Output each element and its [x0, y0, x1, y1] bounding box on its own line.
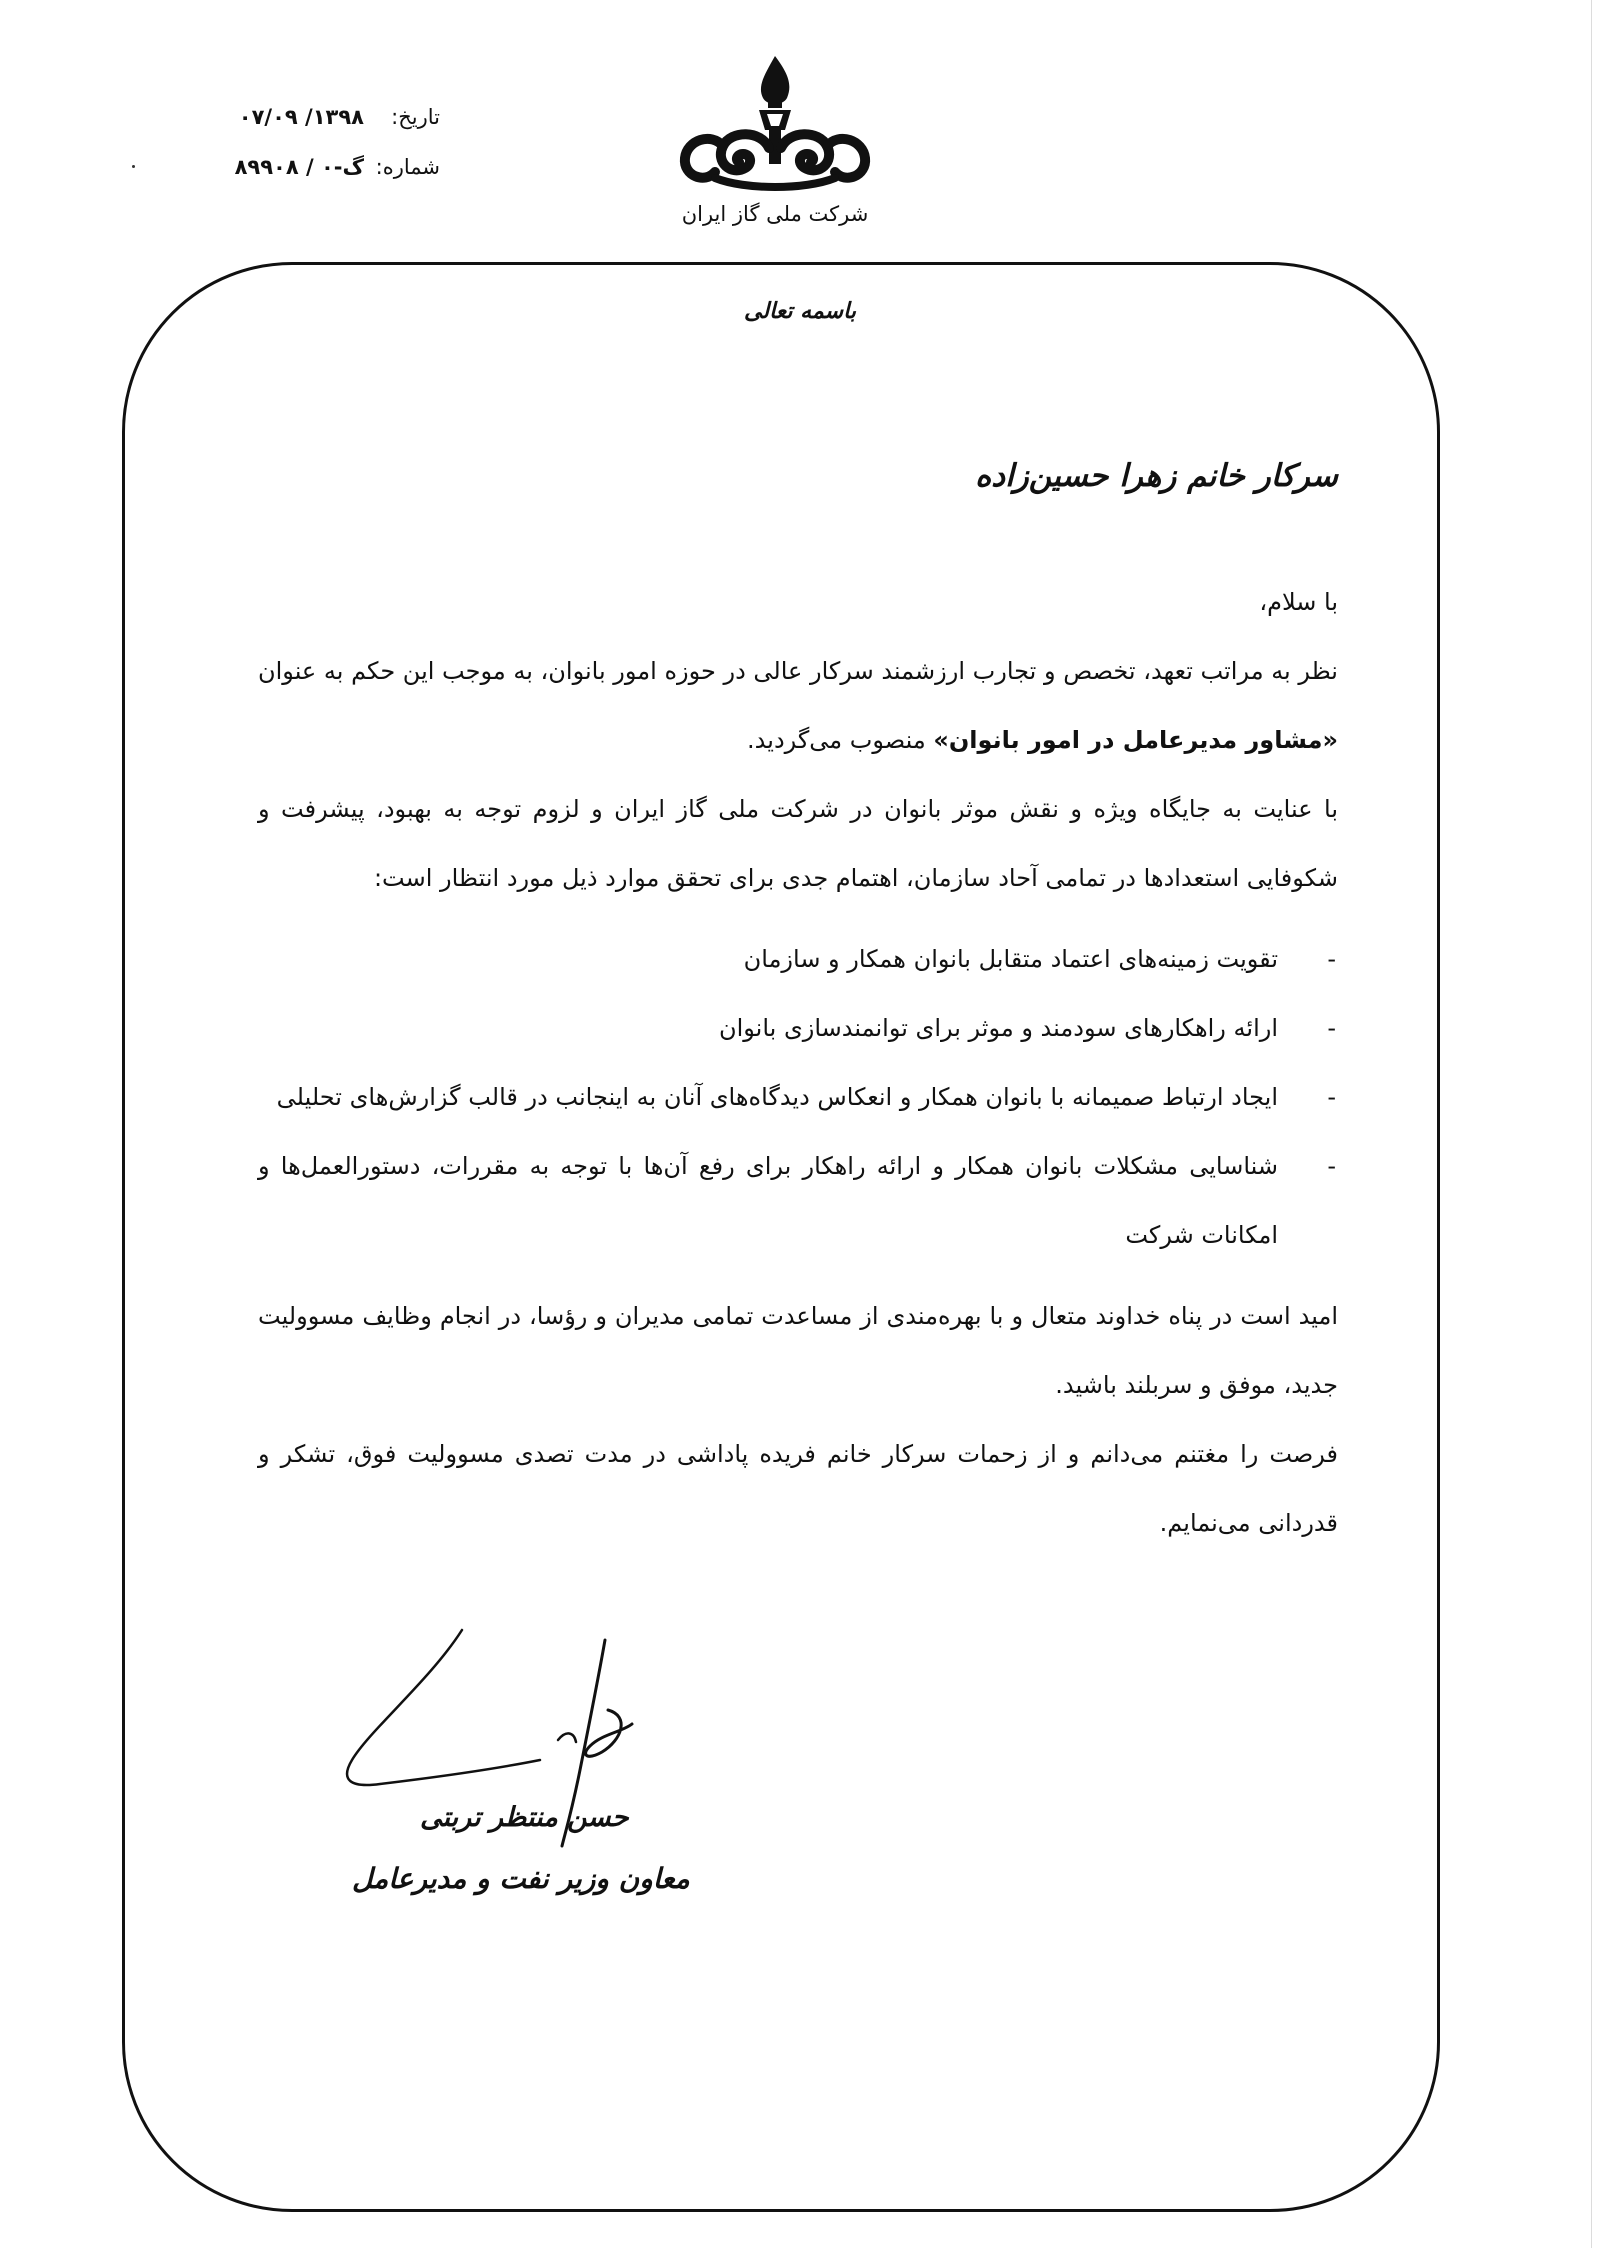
number-value: گ-۰ / ۸۹۹۰۸: [234, 155, 364, 179]
list-item-text: ارائه راهکارهای سودمند و موثر برای توانمندسازی بانوان: [718, 1014, 1278, 1042]
signer-name: حسن منتظر تربتی: [420, 1802, 629, 1833]
signer-title: معاون وزیر نفت و مدیرعامل: [352, 1862, 690, 1895]
list-dash: -: [1327, 1083, 1336, 1111]
list-item-text: ایجاد ارتباط صمیمانه با بانوان همکار و انعکاس دیدگاه‌های آنان به اینجانب در قالب گزارش‌های تحلیلی: [276, 1083, 1278, 1111]
paragraph-appointment: [258, 637, 1338, 775]
list-dash: -: [1327, 945, 1336, 973]
logo-caption: شرکت ملی گاز ایران: [681, 202, 869, 226]
greeting: با سلام،: [1259, 588, 1338, 616]
list-item-text: تقویت زمینه‌های اعتماد متقابل بانوان همکار و سازمان: [743, 945, 1278, 973]
paragraph-expectations: با عنایت به جایگاه ویژه و نقش موثر بانوان در شرکت ملی گاز ایران و لزوم توجه به بهبود، پیشرفت و شکوفایی استعدادها در تمامی آحاد سازمان، اهتمام جدی برای تحقق موارد ذیل مورد انتظار است:: [258, 795, 1338, 892]
list-item: [258, 925, 1338, 994]
paragraph-thanks: فرصت را مغتنم می‌دانم و از زحمات سرکار خانم فریده پاداشی در مدت تصدی مسوولیت فوق، تشکر و قدردانی می‌نمایم.: [258, 1440, 1338, 1537]
date-label: تاریخ:: [391, 105, 440, 129]
number-row: [170, 142, 440, 192]
position-title: «مشاور مدیرعامل در امور بانوان»: [933, 726, 1338, 754]
scan-edge: [1591, 0, 1592, 2248]
flame-emblem-icon: [675, 50, 875, 200]
stray-dot: [132, 165, 135, 168]
date-row: [170, 92, 440, 142]
list-item: [258, 1132, 1338, 1270]
list-item: [258, 994, 1338, 1063]
paragraph-appointment-start: نظر به مراتب تعهد، تخصص و تجارب ارزشمند سرکار عالی در حوزه امور بانوان، به موجب این حکم به عنوان: [258, 657, 1338, 685]
company-logo: [660, 50, 890, 250]
number-label: شماره:: [375, 155, 440, 179]
list-item: [258, 1063, 1338, 1132]
expectations-list: [258, 925, 1338, 1270]
list-dash: -: [1327, 1014, 1336, 1042]
list-dash: -: [1327, 1152, 1336, 1180]
date-value: ۱۳۹۸/ ۰۷/۰۹: [238, 105, 364, 129]
letter-meta: [170, 92, 440, 192]
paragraph-wishes: امید است در پناه خداوند متعال و با بهره‌مندی از مساعدت تمامی مدیران و رؤسا، در انجام وظایف مسوولیت جدید، موفق و سربلند باشید.: [258, 1302, 1338, 1399]
recipient: سرکار خانم زهرا حسین‌زاده: [975, 458, 1338, 494]
letter-body: [258, 568, 1338, 1558]
bismillah: باسمه تعالی: [744, 298, 856, 324]
paragraph-appointment-end: منصوب می‌گردید.: [747, 726, 934, 754]
list-item-text: شناسایی مشکلات بانوان همکار و ارائه راهکار برای رفع آن‌ها با توجه به مقررات، دستورالعمل‌ها و امکانات شرکت: [258, 1152, 1278, 1249]
